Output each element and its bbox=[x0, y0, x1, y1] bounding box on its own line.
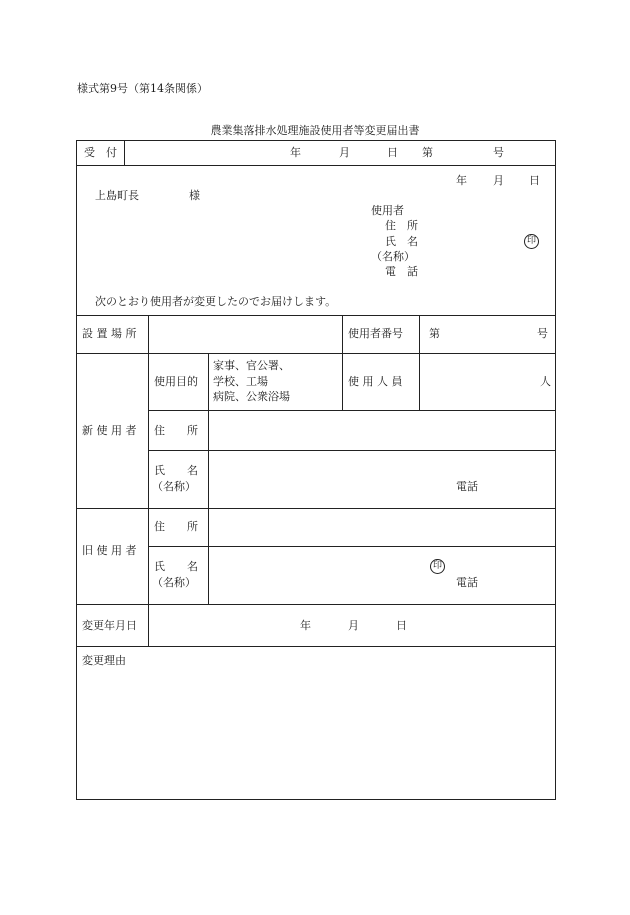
persons-unit: 人 bbox=[540, 375, 551, 388]
honorific: 様 bbox=[189, 189, 200, 202]
purpose-option: 病院、公衆浴場 bbox=[213, 390, 290, 403]
rule-purpose-bottom bbox=[148, 410, 556, 411]
change-reason-label: 変更理由 bbox=[82, 654, 126, 667]
new-user-phone-label: 電話 bbox=[456, 480, 478, 493]
old-user-seal: 印 bbox=[430, 559, 445, 574]
form-number-label: 様式第9号（第14条関係） bbox=[77, 82, 208, 95]
rule-sublabel-column bbox=[208, 353, 209, 604]
reception-number-suffix: 号 bbox=[493, 146, 504, 159]
reception-number-prefix: 第 bbox=[422, 146, 433, 159]
notice-year: 年 bbox=[456, 174, 467, 187]
new-user-address-label: 住 所 bbox=[154, 424, 198, 437]
change-date-year: 年 bbox=[300, 619, 311, 632]
rule-reception-bottom bbox=[76, 165, 556, 166]
applicant-name-label: 氏 名 bbox=[385, 235, 418, 248]
reception-year: 年 bbox=[290, 146, 301, 159]
addressee: 上島町長 bbox=[95, 189, 139, 202]
applicant-address-label: 住 所 bbox=[385, 219, 418, 232]
old-user-name-label: 氏 名 bbox=[154, 560, 198, 573]
change-date-month: 月 bbox=[348, 619, 359, 632]
notice-month: 月 bbox=[493, 174, 504, 187]
rule-label-column bbox=[148, 315, 149, 646]
reception-day: 日 bbox=[387, 146, 398, 159]
user-number-suffix: 号 bbox=[537, 327, 548, 340]
user-number-prefix: 第 bbox=[429, 327, 440, 340]
old-user-phone-label: 電話 bbox=[456, 576, 478, 589]
applicant-phone-label: 電 話 bbox=[385, 265, 418, 278]
rule-mid-column-a bbox=[342, 315, 343, 410]
rule-reception-divider bbox=[124, 140, 125, 165]
notice-day: 日 bbox=[529, 174, 540, 187]
persons-label: 使 用 人 員 bbox=[348, 375, 403, 388]
reception-month: 月 bbox=[339, 146, 350, 159]
rule-change-date-bottom bbox=[76, 646, 556, 647]
new-user-name-label: 氏 名 bbox=[154, 464, 198, 477]
rule-old-address-bottom bbox=[148, 546, 556, 547]
new-user-name-sub-label: （名称） bbox=[152, 480, 196, 493]
applicant-heading: 使用者 bbox=[371, 204, 404, 217]
purpose-label: 使用目的 bbox=[154, 375, 198, 388]
user-number-label: 使用者番号 bbox=[348, 327, 403, 340]
old-user-name-sub-label: （名称） bbox=[152, 576, 196, 589]
change-date-label: 変更年月日 bbox=[82, 619, 137, 632]
location-label: 設 置 場 所 bbox=[82, 327, 137, 340]
old-user-label: 旧 使 用 者 bbox=[82, 544, 137, 557]
applicant-name-sub-label: （名称） bbox=[371, 250, 415, 263]
rule-mid-column-b bbox=[419, 315, 420, 410]
rule-new-address-bottom bbox=[148, 450, 556, 451]
change-date-day: 日 bbox=[396, 619, 407, 632]
applicant-seal: 印 bbox=[524, 234, 539, 249]
notice-statement: 次のとおり使用者が変更したのでお届けします。 bbox=[95, 295, 337, 308]
new-user-label: 新 使 用 者 bbox=[82, 424, 137, 437]
purpose-option: 学校、工場 bbox=[213, 375, 268, 388]
document-title: 農業集落排水処理施設使用者等変更届出書 bbox=[210, 124, 420, 137]
old-user-address-label: 住 所 bbox=[154, 520, 198, 533]
purpose-option: 家事、官公署、 bbox=[213, 359, 290, 372]
reception-label: 受 付 bbox=[84, 146, 117, 159]
